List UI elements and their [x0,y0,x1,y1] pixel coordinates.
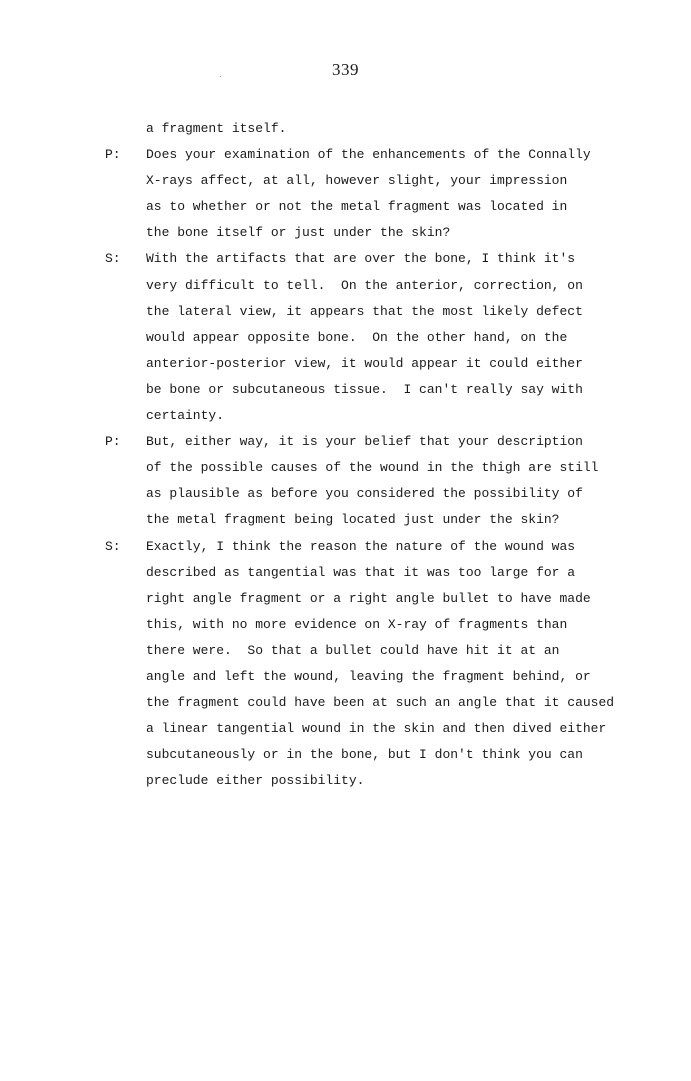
transcript-line [0,403,691,429]
transcript-line [0,664,691,690]
transcript-text: the fragment could have been at such an angle that it caused [146,695,615,711]
transcript-line [0,325,691,351]
transcript-text: described as tangential was that it was too large for a [146,564,576,580]
transcript-text: of the possible causes of the wound in the thigh are still [146,460,599,476]
transcript-text: would appear opposite bone. On the other hand, on the [146,329,568,345]
page-number: 339 [332,60,359,79]
speaker-label: S: [105,538,121,554]
transcript-text: as to whether or not the metal fragment was located in [146,199,568,215]
transcript-line [0,299,691,325]
transcript-line [0,377,691,403]
transcript-line [0,246,691,272]
transcript-line [0,273,691,299]
transcript-line [0,168,691,194]
transcript-text: subcutaneously or in the bone, but I don't think you can [146,747,583,763]
transcript-text: very difficult to tell. On the anterior, correction, on [146,277,583,293]
transcript-text: angle and left the wound, leaving the fragment behind, or [146,668,591,684]
stray-mark [220,76,221,77]
transcript-line [0,142,691,168]
transcript-text: certainty. [146,408,225,424]
transcript-text: right angle fragment or a right angle bullet to have made [146,590,591,606]
transcript-text: Exactly, I think the reason the nature of the wound was [146,538,576,554]
transcript-line [0,429,691,455]
transcript-line [0,534,691,560]
transcript-text: But, either way, it is your belief that your description [146,434,583,450]
transcript-line [0,716,691,742]
transcript-text: With the artifacts that are over the bone, I think it's [146,251,576,267]
transcript-line [0,507,691,533]
transcript-text: the bone itself or just under the skin? [146,225,451,241]
transcript-line [0,116,691,142]
transcript-text: Does your examination of the enhancements of the Connally [146,147,591,163]
transcript-text: the lateral view, it appears that the most likely defect [146,303,583,319]
transcript-line [0,481,691,507]
transcript-text: the metal fragment being located just under the skin? [146,512,560,528]
transcript-line [0,220,691,246]
transcript-line [0,768,691,794]
transcript-text: preclude either possibility. [146,773,365,789]
transcript-line [0,742,691,768]
transcript-line [0,194,691,220]
transcript-line [0,638,691,664]
transcript-line [0,612,691,638]
transcript-text: a fragment itself. [146,121,287,136]
transcript-line [0,586,691,612]
transcript-text: a linear tangential wound in the skin and then dived either [146,721,607,737]
speaker-label: P: [105,147,121,163]
transcript-line [0,690,691,716]
transcript-text: as plausible as before you considered the possibility of [146,486,583,502]
transcript-line [0,351,691,377]
transcript-text: be bone or subcutaneous tissue. I can't really say with [146,381,583,397]
transcript-text: this, with no more evidence on X-ray of fragments than [146,616,568,632]
speaker-label: P: [105,434,121,450]
transcript-line [0,560,691,586]
speaker-label: S: [105,251,121,267]
transcript-body [0,116,691,794]
transcript-text: there were. So that a bullet could have hit it at an [146,642,560,658]
transcript-text: anterior-posterior view, it would appear it could either [146,355,583,371]
transcript-text: X-rays affect, at all, however slight, your impression [146,173,568,189]
transcript-line [0,455,691,481]
